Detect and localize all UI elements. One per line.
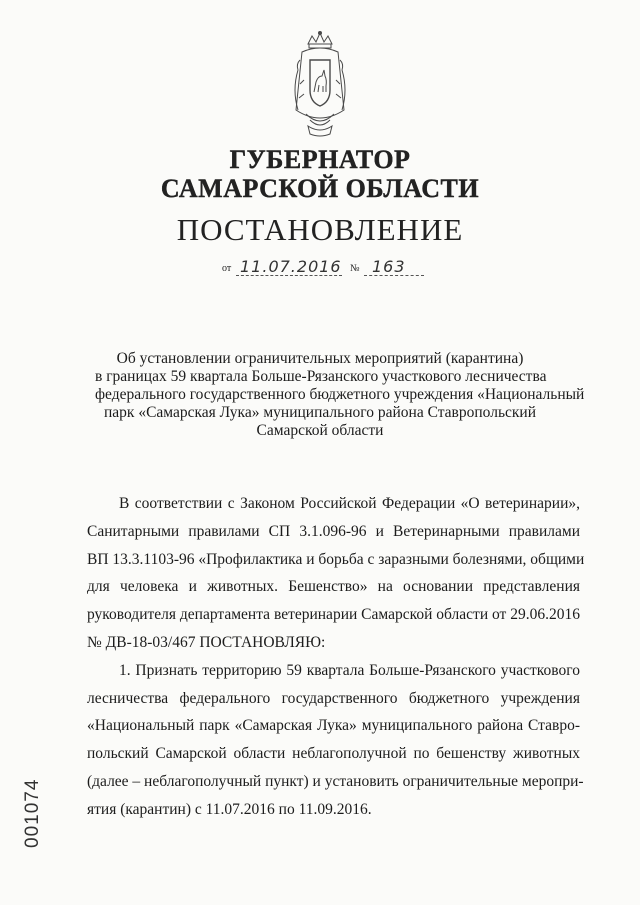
subject-line: Об установлении ограничительных мероприятий (карантина) <box>116 350 524 367</box>
body-line: (далее – неблагополучный пункт) и установить ограничительные меропри- <box>87 772 584 790</box>
body-line: польский Самарской области неблагополучной по бешенству животных <box>87 745 580 763</box>
subject-line: Самарской области <box>256 422 384 439</box>
body-line: для человека и животных. Бешенство» на основании представления <box>87 578 580 596</box>
side-serial-number: 001074 <box>22 778 43 848</box>
number-value: 163 <box>372 257 406 276</box>
body-line: ятия (карантин) с 11.07.2016 по 11.09.2016. <box>87 800 372 818</box>
number-prefix: № <box>350 263 360 274</box>
governor-title: ГУБЕРНАТОР <box>229 145 411 174</box>
date-number-line <box>222 255 442 279</box>
body-line: лесничества федерального государственного бюджетного учреждения <box>87 689 580 707</box>
document-body <box>87 490 585 824</box>
document-type: ПОСТАНОВЛЕНИЕ <box>176 212 464 247</box>
body-line: ВП 13.3.1103-96 «Профилактика и борьба с заразными болезнями, общими <box>87 550 585 568</box>
subject-line: в границах 59 квартала Больше-Рязанского участкового лесничества <box>95 368 547 385</box>
body-line: «Национальный парк «Самарская Лука» муниципального района Ставро- <box>87 717 580 735</box>
body-line: № ДВ-18-03/467 ПОСТАНОВЛЯЮ: <box>87 633 326 651</box>
coat-of-arms-icon <box>284 30 356 140</box>
region-title: САМАРСКОЙ ОБЛАСТИ <box>160 174 480 203</box>
body-line: В соответствии с Законом Российской Федерации «О ветеринарии», <box>119 495 580 512</box>
body-line: Санитарными правилами СП 3.1.096-96 и Ветеринарными правилами <box>87 522 580 540</box>
date-value: 11.07.2016 <box>240 257 342 276</box>
document-subject <box>95 350 585 440</box>
body-line: руководителя департамента ветеринарии Самарской области от 29.06.2016 <box>87 606 580 624</box>
date-prefix: от <box>222 263 232 274</box>
subject-line: федерального государственного бюджетного учреждения «Национальный <box>95 386 585 403</box>
body-line: 1. Признать территорию 59 квартала Больше-Рязанского участкового <box>119 661 580 679</box>
subject-line: парк «Самарская Лука» муниципального района Ставропольский <box>103 404 537 421</box>
